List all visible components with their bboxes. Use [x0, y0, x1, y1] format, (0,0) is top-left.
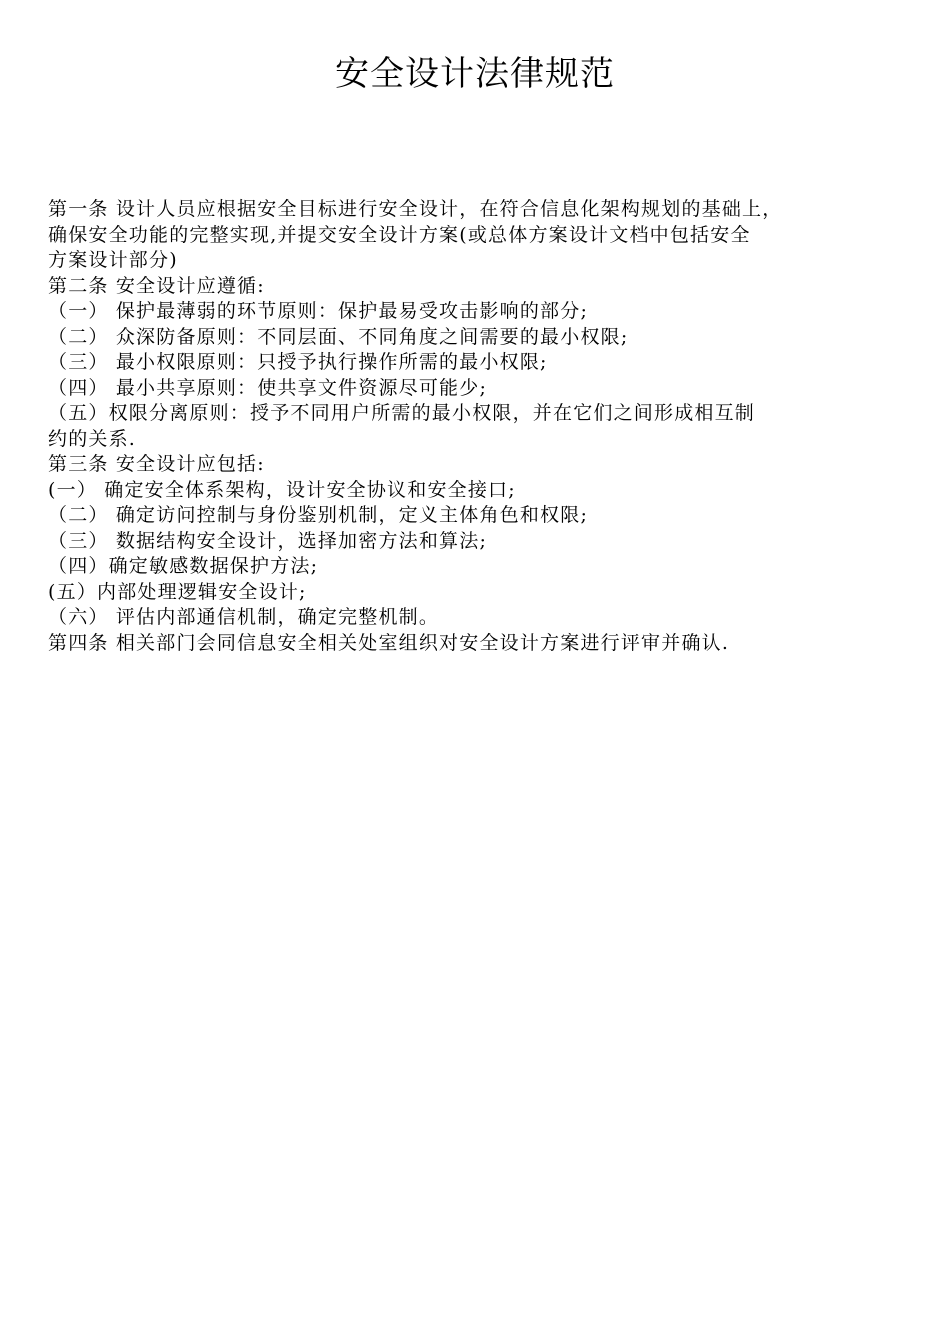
article-3-item-1: (一） 确定安全体系架构，设计安全协议和安全接口;	[48, 478, 516, 501]
article-3-item-3: （三） 数据结构安全设计，选择加密方法和算法;	[48, 529, 488, 552]
article-1-line-3: 方案设计部分)	[48, 249, 178, 271]
document-title: 安全设计法律规范	[335, 54, 615, 94]
article-3-item-5: (五）内部处理逻辑安全设计;	[48, 580, 307, 603]
article-1-line-2: 确保安全功能的完整实现,并提交安全设计方案(或总体方案设计文档中包括安全	[48, 223, 751, 246]
document-body	[48, 197, 918, 656]
article-3-item-4: （四）确定敏感数据保护方法;	[48, 555, 319, 577]
article-2-heading: 第二条 安全设计应遵循:	[48, 274, 265, 297]
article-2-item-4: （四） 最小共享原则：使共享文件资源尽可能少;	[48, 376, 488, 399]
article-2-item-3: （三） 最小权限原则：只授予执行操作所需的最小权限;	[48, 351, 548, 373]
article-2-item-2: （二） 众深防备原则：不同层面、不同角度之间需要的最小权限;	[48, 325, 629, 348]
article-3-item-6: （六） 评估内部通信机制，确定完整机制。	[48, 606, 440, 628]
article-2-item-1: （一） 保护最薄弱的环节原则：保护最易受攻击影响的部分;	[48, 300, 589, 322]
article-2-item-5-line-2: 约的关系.	[48, 427, 137, 450]
article-3-item-2: （二） 确定访问控制与身份鉴别机制，定义主体角色和权限;	[48, 504, 589, 526]
article-3-heading: 第三条 安全设计应包括:	[48, 453, 265, 475]
article-4: 第四条 相关部门会同信息安全相关处室组织对安全设计方案进行评审并确认.	[48, 631, 730, 654]
article-1-line-1: 第一条 设计人员应根据安全目标进行安全设计，在符合信息化架构规划的基础上，	[48, 198, 783, 220]
article-2-item-5-line-1: （五）权限分离原则：授予不同用户所需的最小权限，并在它们之间形成相互制	[48, 402, 756, 424]
